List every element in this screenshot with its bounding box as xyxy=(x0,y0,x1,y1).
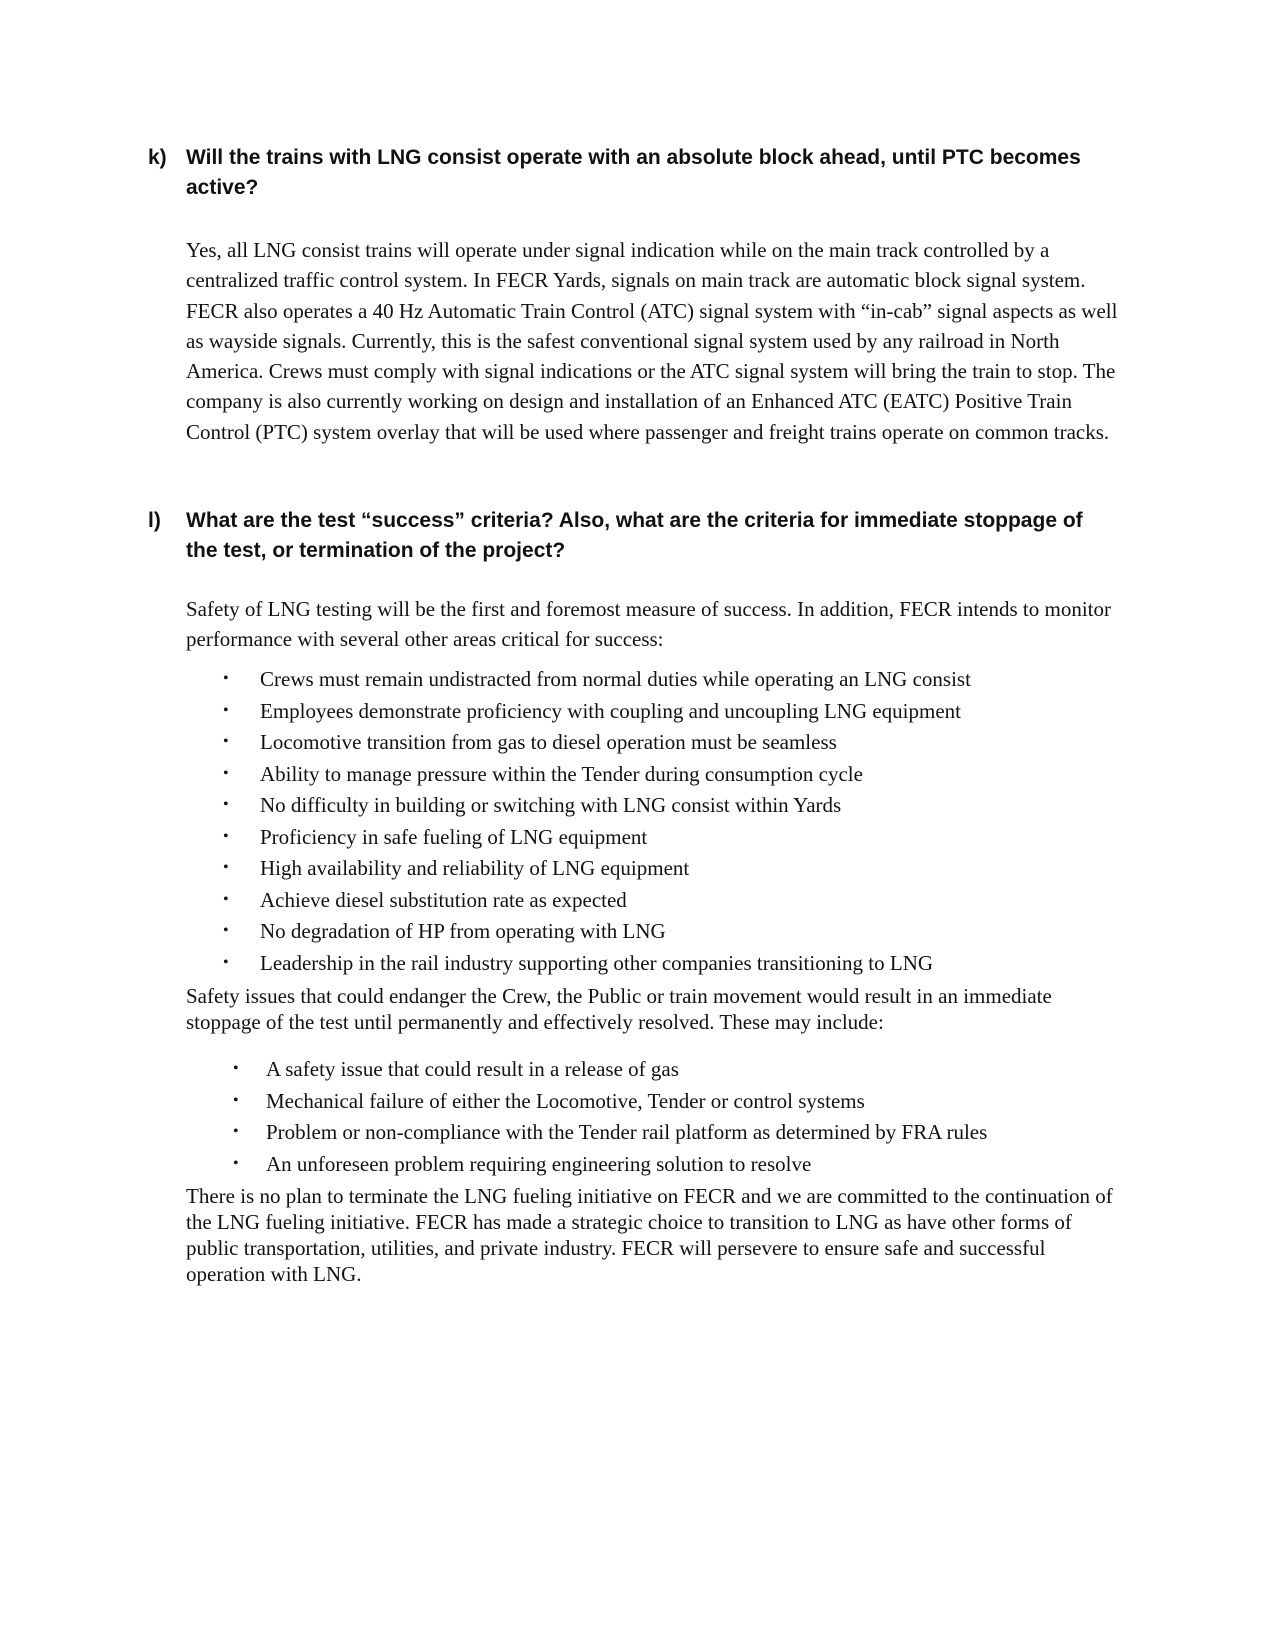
bullet-icon: • xyxy=(233,1091,239,1109)
bullet-icon: • xyxy=(223,764,229,782)
list-item: • Crews must remain undistracted from normal duties while operating an LNG consist xyxy=(223,667,971,691)
bullet-icon: • xyxy=(223,827,229,845)
bullet-icon: • xyxy=(223,953,229,971)
list-item: • Problem or non-compliance with the Tender rail platform as determined by FRA rules xyxy=(233,1120,988,1144)
bullet-icon: • xyxy=(223,670,229,687)
list-item: • No degradation of HP from operating with LNG xyxy=(223,919,666,943)
list-item: • Employees demonstrate proficiency with coupling and uncoupling LNG equipment xyxy=(223,698,961,723)
bullet-icon: • xyxy=(223,701,229,719)
bullet-icon: • xyxy=(223,890,229,908)
section-k-answer: Yes, all LNG consist trains will operate under signal indication while on the main track controlled by a centralized traffic control system. In FECR Yards, signals on main track are automatic block signal system. FECR also operates a 40 Hz Automatic Train Control (ATC) signal system with “in-cab” signal aspects as well as wayside signals. Currently, this is the safest conventional signal system used by any railroad in North America. Crews must comply with signal indications or the ATC signal system will bring the train to stop. The company is also currently working on design and installation of an Enhanced ATC (EATC) Positive Train Control (PTC) system overlay that will be used where passenger and freight trains operate on common tracks. xyxy=(186,238,1118,444)
list-item: • A safety issue that could result in a release of gas xyxy=(233,1057,679,1081)
section-k-letter: k) xyxy=(148,146,167,169)
list-item: • Leadership in the rail industry supporting other companies transitioning to LNG xyxy=(223,950,934,975)
list-item: • Mechanical failure of either the Locomotive, Tender or control systems xyxy=(233,1088,865,1113)
bullet-icon: • xyxy=(223,733,229,750)
list-item: • Achieve diesel substitution rate as expected xyxy=(223,887,627,912)
list-item: • High availability and reliability of LNG equipment xyxy=(223,856,690,880)
bullet-icon: • xyxy=(223,796,229,813)
list-item: • Locomotive transition from gas to diesel operation must be seamless xyxy=(223,730,837,754)
list-item: • Ability to manage pressure within the Tender during consumption cycle xyxy=(223,761,863,786)
section-l-intro: Safety of LNG testing will be the first and foremost measure of success. In addition, FECR intends to monitor performance with several other areas critical for success: xyxy=(186,597,1112,652)
stoppage-intro: Safety issues that could endanger the Crew, the Public or train movement would result in an immediate stoppage of the test until permanently and effectively resolved. These may include: xyxy=(186,984,1052,1034)
section-l-question: What are the test “success” criteria? Also, what are the criteria for immediate stoppage of the test, or termination of the project? xyxy=(186,509,1083,562)
list-item: • No difficulty in building or switching with LNG consist within Yards xyxy=(223,793,842,817)
bullet-icon: • xyxy=(233,1123,239,1140)
section-k-question: Will the trains with LNG consist operate with an absolute block ahead, until PTC becomes active? xyxy=(186,146,1081,199)
bullet-icon: • xyxy=(223,922,229,939)
bullet-icon: • xyxy=(233,1154,239,1172)
section-l-letter: l) xyxy=(148,509,161,532)
success-criteria-list xyxy=(223,665,971,980)
list-item: • An unforeseen problem requiring engineering solution to resolve xyxy=(233,1151,812,1176)
closing-paragraph: There is no plan to terminate the LNG fueling initiative on FECR and we are committed to the continuation of the LNG fueling initiative. FECR has made a strategic choice to transition to LNG as have other forms of public transportation, utilities, and private industry. FECR will persevere to ensure safe and successful operation with LNG. xyxy=(186,1184,1113,1286)
list-item: • Proficiency in safe fueling of LNG equipment xyxy=(223,824,648,849)
stoppage-criteria-list xyxy=(233,1055,987,1181)
bullet-icon: • xyxy=(223,859,229,876)
bullet-icon: • xyxy=(233,1060,239,1077)
